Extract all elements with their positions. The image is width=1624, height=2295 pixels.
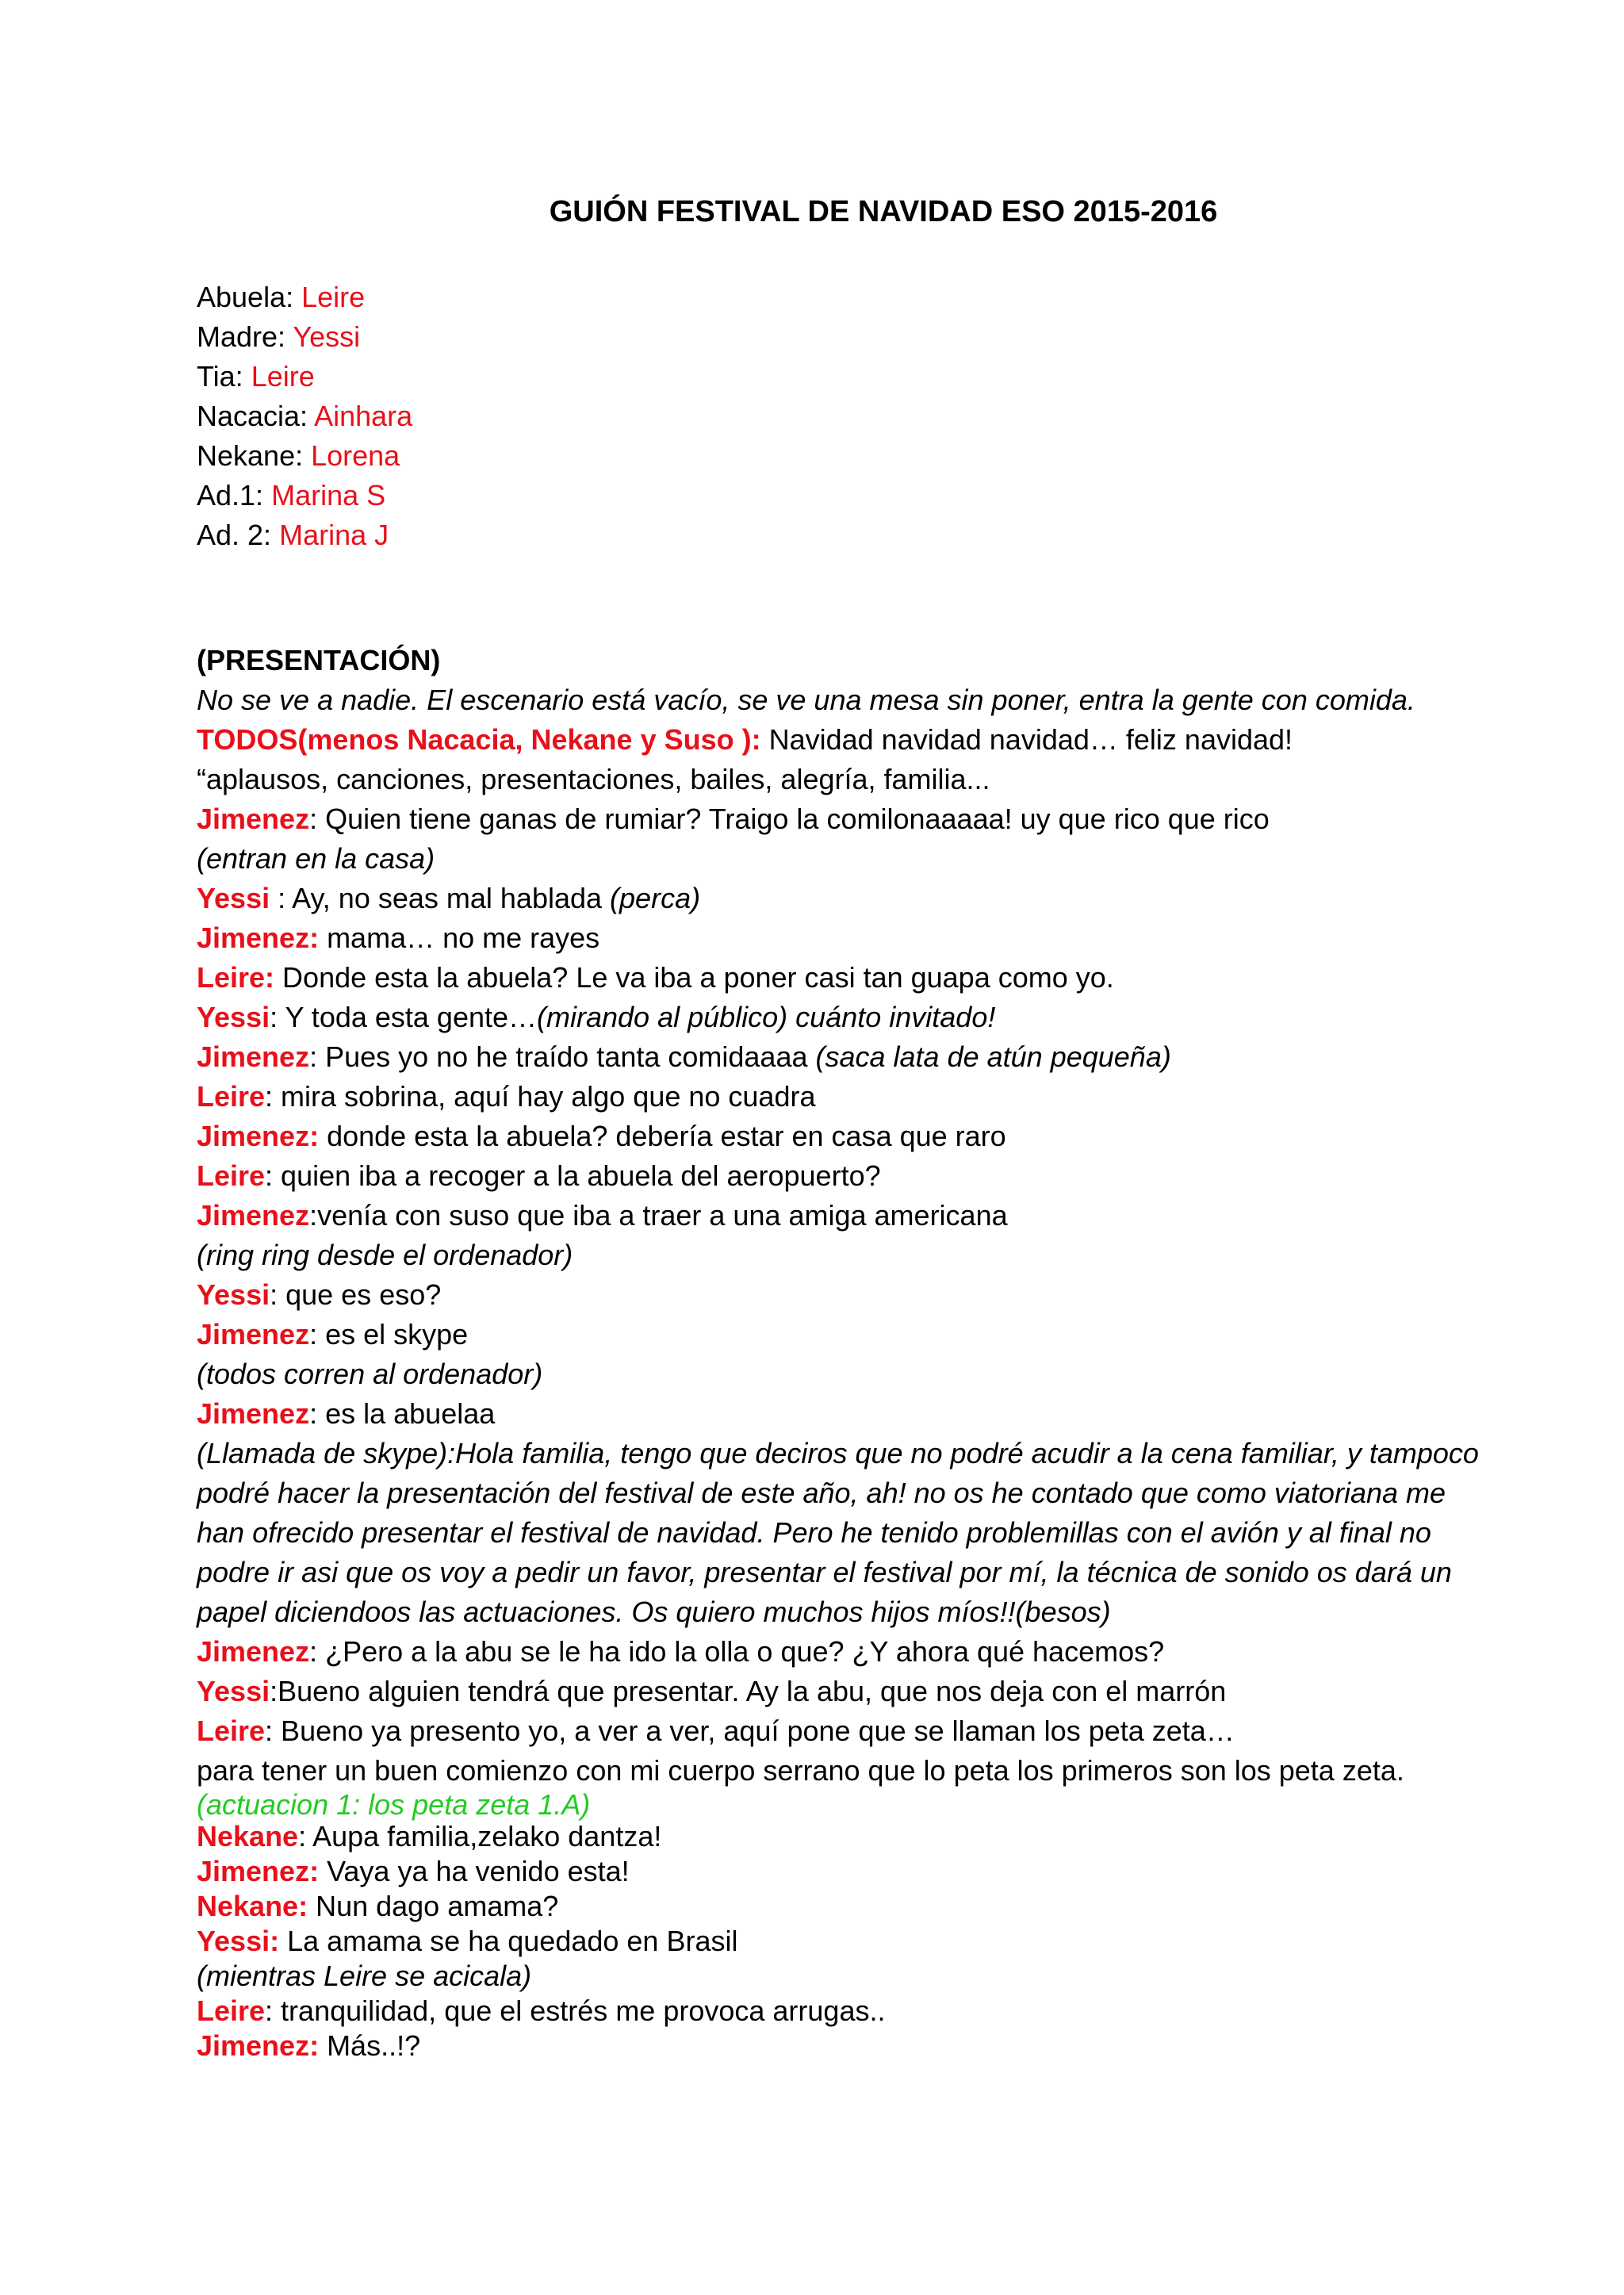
line-text: : es el skype	[309, 1318, 469, 1351]
line-direction: (perca)	[610, 882, 701, 914]
stage-direction: (todos corren al ordenador)	[197, 1358, 543, 1390]
dialogue-line	[197, 1156, 1497, 1196]
stage-direction: (entran en la casa)	[197, 842, 435, 875]
dialogue-line	[197, 1117, 1497, 1156]
line-text: :Bueno alguien tendrá que presentar. Ay la abu, que nos deja con el marrón	[270, 1675, 1227, 1707]
line-text: : que es eso?	[270, 1278, 442, 1311]
line-text: Donde esta la abuela? Le va iba a poner casi tan guapa como yo.	[274, 961, 1114, 994]
cast-row	[197, 397, 1497, 436]
cast-list	[197, 278, 1497, 555]
speaker: Nekane	[197, 1820, 299, 1852]
cast-role: Tia:	[197, 360, 243, 393]
line-text: : tranquilidad, que el estrés me provoca arrugas..	[265, 1994, 886, 2027]
speaker: Jimenez	[197, 803, 310, 835]
performance-cue: (actuacion 1: los peta zeta 1.A)	[197, 1788, 591, 1821]
line-text: La amama se ha quedado en Brasil	[279, 1925, 738, 1957]
speaker: Jimenez	[197, 1199, 310, 1232]
speaker: Leire:	[197, 961, 275, 994]
cast-row	[197, 278, 1497, 317]
dialogue-line	[197, 1711, 1497, 1751]
cast-role: Abuela:	[197, 281, 294, 313]
cast-row	[197, 436, 1497, 476]
speaker: Leire	[197, 1080, 266, 1113]
speaker: Jimenez:	[197, 2029, 320, 2062]
cast-actor: Lorena	[311, 439, 400, 472]
dialogue-line	[197, 1394, 1497, 1434]
dialogue-line	[197, 1889, 1497, 1924]
line-text: : Y toda esta gente…	[270, 1001, 538, 1033]
line-text: Nun dago amama?	[308, 1890, 559, 1922]
dialogue-line	[197, 1854, 1497, 1889]
speaker: Jimenez:	[197, 1855, 320, 1887]
cast-actor: Leire	[251, 360, 315, 393]
speaker: Yessi:	[197, 1925, 280, 1957]
line-text: : mira sobrina, aquí hay algo que no cuadra	[265, 1080, 816, 1113]
spacer	[197, 555, 1497, 641]
speaker: Jimenez	[197, 1635, 310, 1668]
skype-call-text: (Llamada de skype):Hola familia, tengo que deciros que no podré acudir a la cena familiar, y tampoco podré hacer la presentación del festival de este año, ah! no os he contado que como viatoriana me han ofrecido presentar el festival de navidad. Pero he tenido problemillas con el avión y al final no podre ir asi que os voy a pedir un favor, presentar el festival por mí, la técnica de sonido os dará un papel diciendoos las actuaciones. Os quiero muchos hijos míos!!(besos)	[197, 1437, 1479, 1628]
stage-direction: (mientras Leire se acicala)	[197, 1960, 532, 1992]
stage-direction: (ring ring desde el ordenador)	[197, 1239, 573, 1271]
dialogue-line	[197, 879, 1497, 918]
dialogue-line: para tener un buen comienzo con mi cuerpo serrano que lo peta los primeros son los peta zeta.	[197, 1754, 1404, 1787]
line-text: : es la abuelaa	[309, 1397, 496, 1430]
cast-row	[197, 515, 1497, 555]
speaker: Nekane:	[197, 1890, 308, 1922]
line-text: mama… no me rayes	[319, 921, 600, 954]
cast-actor: Marina J	[279, 519, 389, 551]
dialogue-line	[197, 799, 1497, 839]
speaker: Yessi	[197, 1001, 270, 1033]
speaker: Yessi	[197, 1278, 270, 1311]
speaker: Jimenez	[197, 1318, 310, 1351]
line-direction: (saca lata de atún pequeña)	[815, 1040, 1171, 1073]
speaker: Jimenez	[197, 1397, 310, 1430]
speaker: Leire	[197, 1994, 266, 2027]
line-text: :venía con suso que iba a traer a una amiga americana	[309, 1199, 1008, 1232]
dialogue-line	[197, 1924, 1497, 1959]
line-text: Navidad navidad navidad… feliz navidad!	[760, 723, 1293, 756]
speaker: Leire	[197, 1715, 266, 1747]
line-text: : Pues yo no he traído tanta comidaaaa	[309, 1040, 816, 1073]
dialogue-line: “aplausos, canciones, presentaciones, bailes, alegría, familia...	[197, 763, 990, 795]
document-title: GUIÓN FESTIVAL DE NAVIDAD ESO 2015-2016	[549, 195, 1218, 228]
dialogue-line	[197, 998, 1497, 1037]
cast-actor: Leire	[301, 281, 366, 313]
dialogue-line	[197, 1819, 1497, 1854]
cast-role: Madre:	[197, 320, 286, 353]
cast-row	[197, 317, 1497, 357]
line-text: : Ay, no seas mal hablada	[270, 882, 611, 914]
cast-actor: Yessi	[293, 320, 361, 353]
dialogue-line	[197, 720, 1497, 760]
line-text: : quien iba a recoger a la abuela del aeropuerto?	[265, 1159, 881, 1192]
script-content	[197, 278, 1497, 2063]
dialogue-line	[197, 1196, 1497, 1236]
line-text: donde esta la abuela? debería estar en casa que raro	[319, 1120, 1006, 1152]
speaker: TODOS(menos Nacacia, Nekane y Suso ):	[197, 723, 761, 756]
line-text: : Bueno ya presento yo, a ver a ver, aquí pone que se llaman los peta zeta…	[265, 1715, 1235, 1747]
cast-actor: Marina S	[271, 479, 386, 511]
dialogue-line	[197, 958, 1497, 998]
dialogue-line	[197, 1275, 1497, 1315]
dialogue-line	[197, 1037, 1497, 1077]
line-text: : Quien tiene ganas de rumiar? Traigo la comilonaaaaa! uy que rico que rico	[309, 803, 1270, 835]
dialogue-line	[197, 1632, 1497, 1672]
line-text: : Aupa familia,zelako dantza!	[298, 1820, 662, 1852]
speaker: Jimenez	[197, 1040, 310, 1073]
dialogue-line	[197, 918, 1497, 958]
cast-row	[197, 357, 1497, 397]
line-direction: (mirando al público) cuánto invitado!	[537, 1001, 996, 1033]
speaker: Leire	[197, 1159, 266, 1192]
section-heading: (PRESENTACIÓN)	[197, 644, 441, 676]
dialogue-line	[197, 1994, 1497, 2029]
speaker: Yessi	[197, 882, 270, 914]
speaker: Jimenez:	[197, 1120, 320, 1152]
cast-role: Nacacia:	[197, 400, 308, 432]
dialogue-line	[197, 1672, 1497, 1711]
speaker: Jimenez:	[197, 921, 320, 954]
cast-role: Ad. 2:	[197, 519, 272, 551]
cast-row	[197, 476, 1497, 515]
cast-role: Nekane:	[197, 439, 304, 472]
line-text: Vaya ya ha venido esta!	[319, 1855, 630, 1887]
line-text: : ¿Pero a la abu se le ha ido la olla o que? ¿Y ahora qué hacemos?	[309, 1635, 1165, 1668]
line-text: Más..!?	[319, 2029, 421, 2062]
stage-direction: No se ve a nadie. El escenario está vacío, se ve una mesa sin poner, entra la gente con comida.	[197, 684, 1415, 716]
dialogue-line	[197, 2029, 1497, 2063]
cast-role: Ad.1:	[197, 479, 264, 511]
dialogue-line	[197, 1077, 1497, 1117]
dialogue-line	[197, 1315, 1497, 1354]
cast-actor: Ainhara	[314, 400, 413, 432]
speaker: Yessi	[197, 1675, 270, 1707]
